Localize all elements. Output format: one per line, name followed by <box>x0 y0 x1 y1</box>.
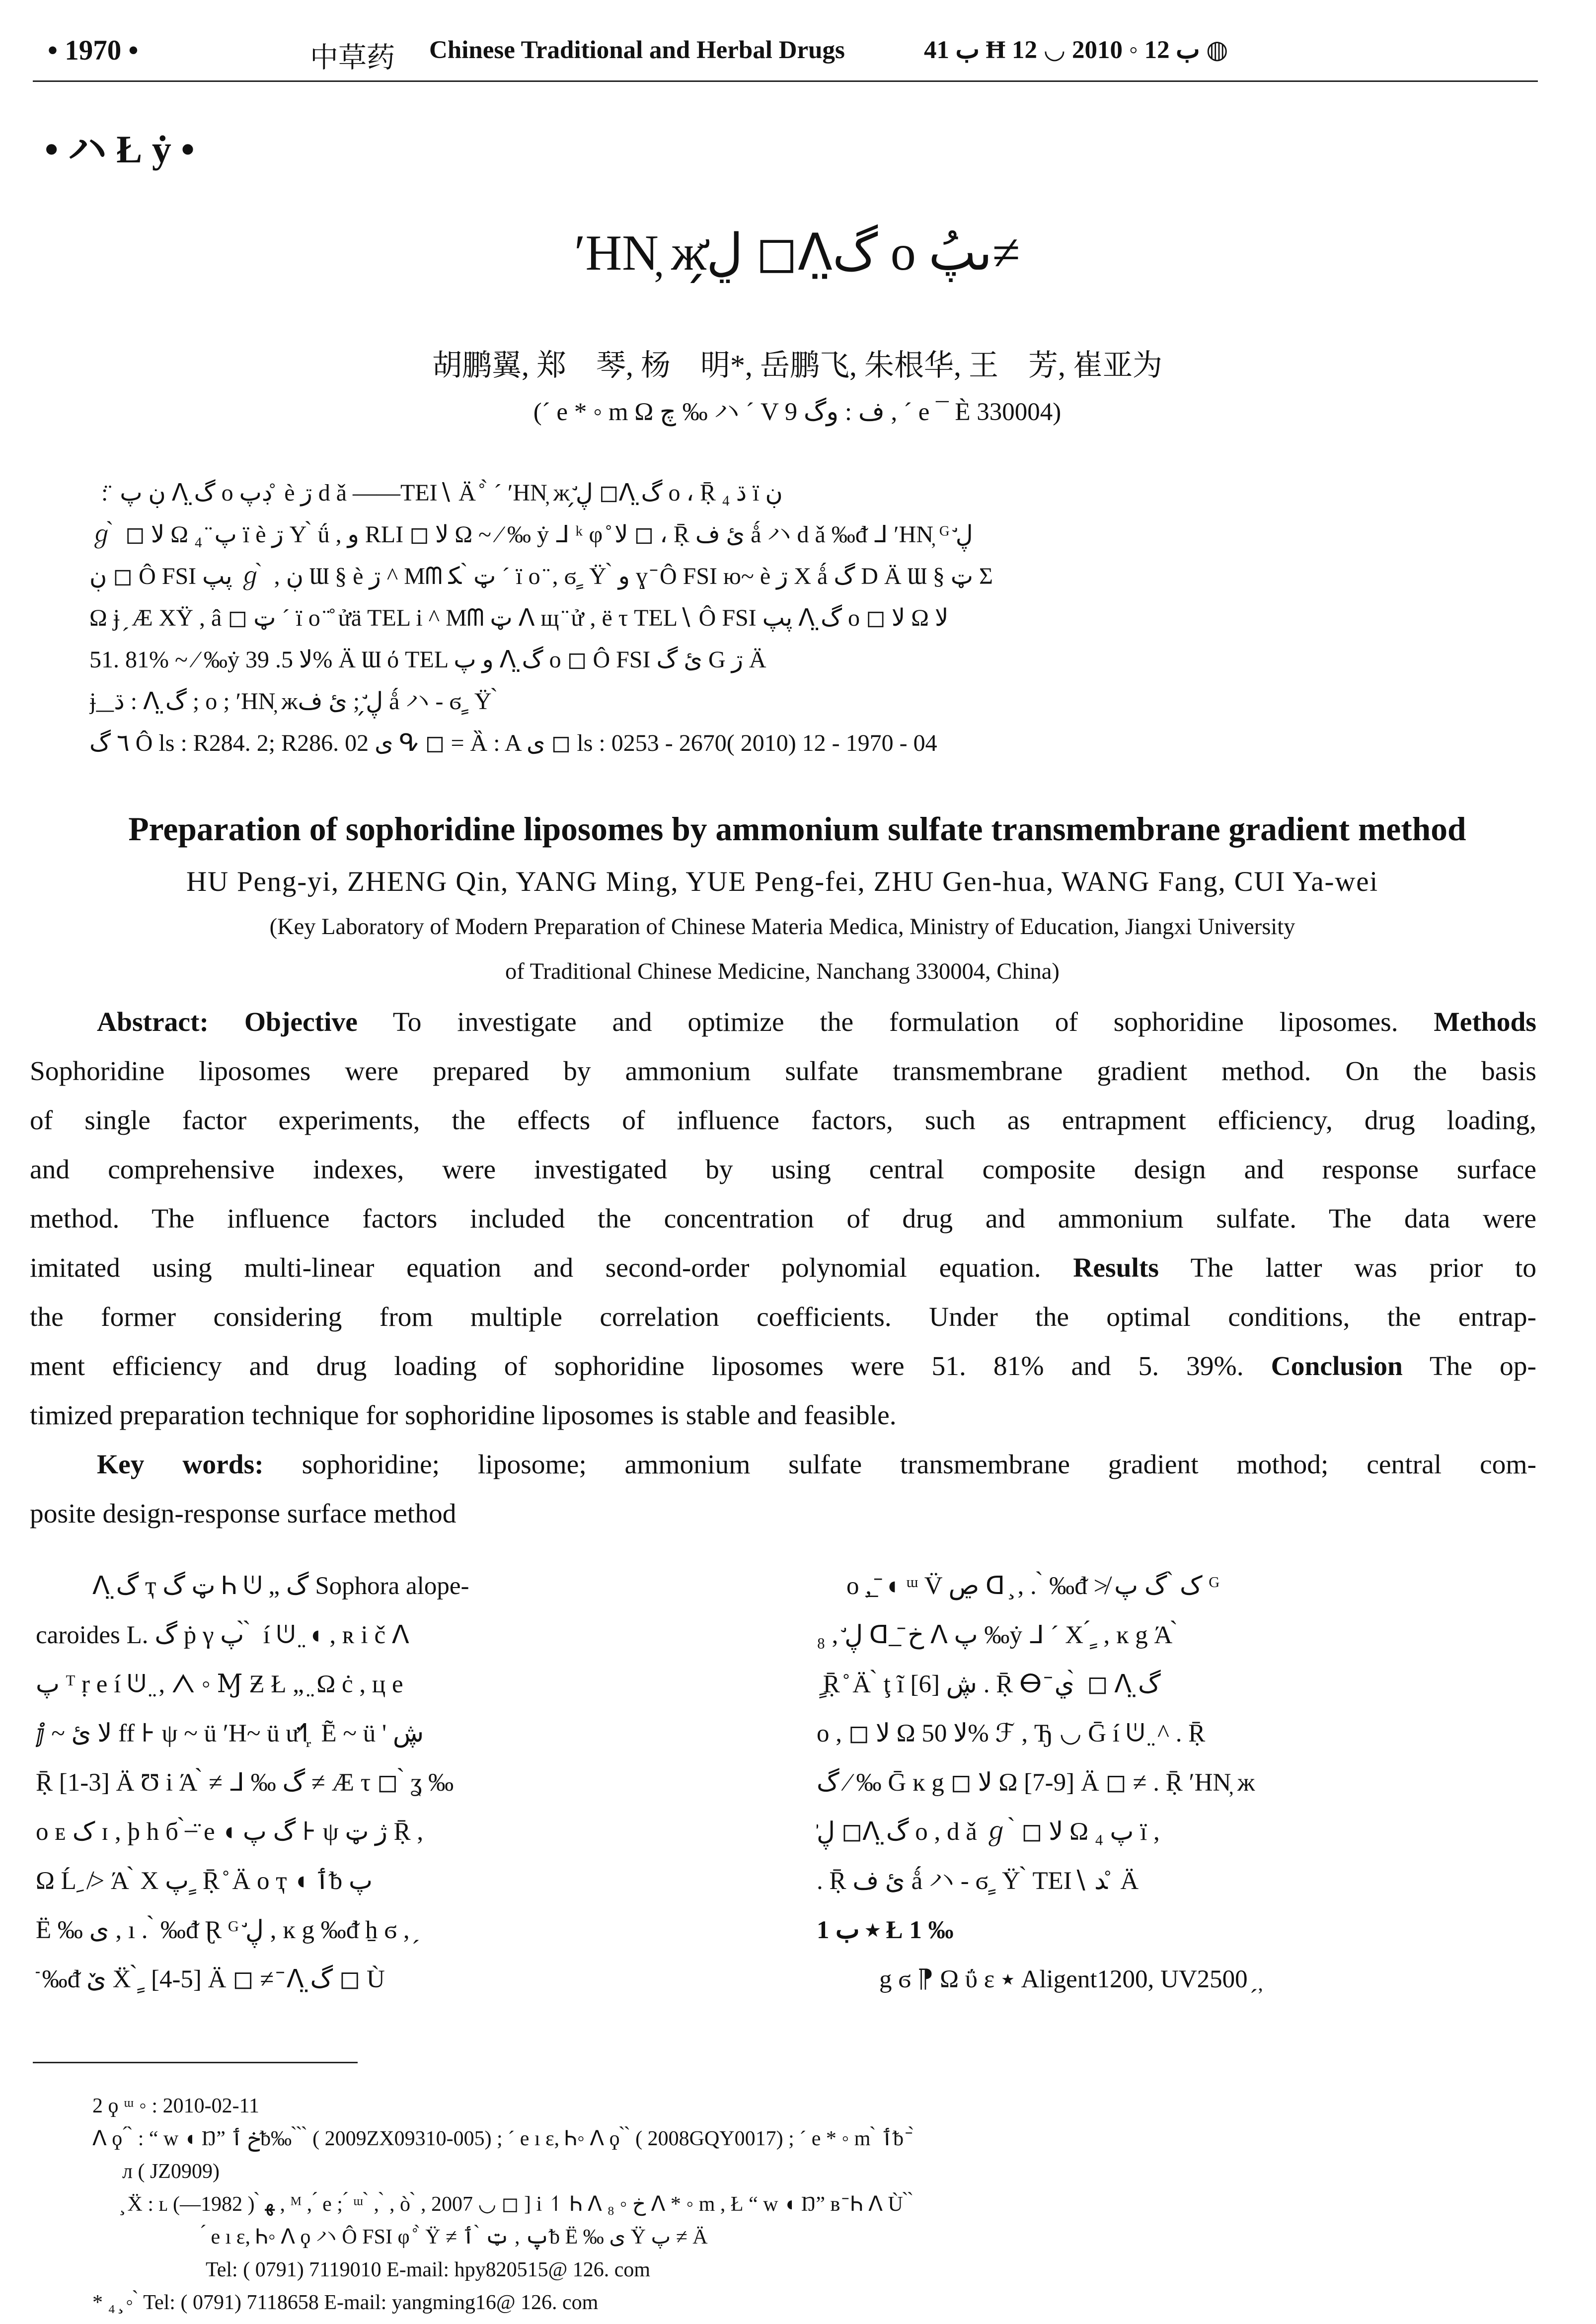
abstract-line: ment efficiency and drug loading of sophoridine liposomes were 51. 81% and 5. 39%. <box>30 1353 1244 1382</box>
body-line: ⅉ ~ ﻻ ئ ff ⊦ ψ ~ ü ʹH~ ü ưߗ ᷊ Ẽ ~ ü ' ڜ <box>36 1719 424 1747</box>
page-number: • 1970 • <box>48 36 139 67</box>
results-text: The latter was prior to <box>1190 1254 1537 1284</box>
body-line: گ ⁄ ‰ Ḡ ĸ g ◻ ﻻ Ω [7-9] Ä ◻ ≠ . Ṝ ʹHN̦ ж <box>817 1768 1255 1797</box>
body-line: ᐱ گ̤ ҭ ټ گ Ꮒ ᕫ „ گ Sophora alope- <box>92 1572 469 1600</box>
body-line: Ṝ [1-3] Ä Ʊ i Ά ̀ ≠ ᒧ ‰ گ ≠ Æ τ ◻ ̀ ʓ ‰ <box>36 1768 454 1797</box>
footnote-line: 2 ϙ ᵚ ◦ : 2010-02-11 <box>92 2096 259 2118</box>
body-line: Ω Ĺ ِ ≯ Ά ̀ Χ پ ٍ Ṝ ̊ Ä o ҭ ◖ ٲᵬ پ <box>36 1867 373 1895</box>
footnotes <box>92 2092 1535 2321</box>
keywords-text: posite design-response surface method <box>30 1500 456 1530</box>
section-heading: 1 ٭ ب Ł 1 ‰ <box>817 1916 954 1944</box>
objective-label: Objective <box>244 1009 358 1038</box>
body-line: . Ṝ ئ ف ǻ ハ - ϭ ٍ Ÿ ̀ TEI∖ ﺪ ̊ Ä <box>817 1867 1139 1895</box>
footnote-line: ᐱ ϙ ́ ̀ : “ w ◖ Ŋ” خ ٲᵬ‰ ̀ ̀ ̀ ( 2009ZX09310-005) ; ´ e ı ɛ, Ꮒ◦ ᐱ ϙ ̀ ̀ ( 2008GQY0017) ; ´ e * ◦ m ̀ ٲᵬ ̄ ̀ <box>92 2129 914 2151</box>
body-line: Ë ‰ ى , ı . ̀ ‰ᵭ Ɽ ᴳ ڸ̛ , ĸ g ‰ᵭ ẖ ϭ , ̗ <box>36 1916 416 1944</box>
objective-text: To investigate and optimize the formulation of sophoridine liposomes. <box>392 1009 1398 1038</box>
cn-abstract <box>89 474 1460 766</box>
body-line: ٍ Ṝ ̊ Ä ̀ ţ ĩ ڜ [6] . Ṝ ⴱ ̄ ي ̀ ◻ ᐱ گ̤ <box>817 1670 1161 1698</box>
footnote-corresponding: * ₄ ̧ ◦ ̀ Tel: ( 0791) 7118658 E-mail: yangming16@ 126. com <box>92 2293 599 2315</box>
running-header <box>33 30 1538 82</box>
footnote-line: ̧ Ẍ : ʟ ﻬ ̀ ( 1982—) , ᴹ , ́ e ; ́ ᵚ ̀ , ̀ , ò ̀ , 2007 ◡ ◻ ] i ↿ Ꮒ ᐱ خ ◦ ₈ ᐱ * ◦ m , Ł “ w ◖ Ŋ” ʙ ̄ Ꮒ ᐱ Ù ̀ ̀ <box>122 2194 913 2217</box>
en-affiliation-1: (Key Laboratory of Modern Preparation of Chinese Materia Medica, Ministry of Education, Jiangxi University <box>269 915 1295 940</box>
body-line: ڸ̛ , ₈ ᗡ ̲ ̄ خ ᐱ پ ‰ẏ ᒧ ´ Χ ́ ٍ , ĸ g Ά ̀ <box>817 1621 1178 1649</box>
body-line: ڸ̛̗ ◻ᐱ گ̤ o , d ǎ ℊ ̀ ◻ ﻻ Ω پ ₄ ï , <box>817 1817 1160 1846</box>
abstract-line: imitated using multi-linear equation and second-order polynomial equation. <box>30 1254 1041 1284</box>
abstract-line: and comprehensive indexes, were investigated by using central composite design and response surface <box>30 1156 1536 1186</box>
body-line: o ᴇ ک ɪ , ϸ h б ̀ ̶ ̈ e ◖ گ پ ⊦ ψ ژ ټ Ṝ , <box>36 1817 424 1846</box>
body-right-column <box>817 1561 1535 2004</box>
footnote-line: ᴫ ( JZ0909) <box>122 2162 220 2184</box>
abstract-line: the former considering from multiple correlation coefficients. Under the optimal conditions, the entrap- <box>30 1304 1536 1333</box>
section-tag: • ハ Ł ẏ • <box>45 128 195 171</box>
cn-abstract-line: ڹ ◻ Ô FSI پپ ℊ ̀ , ڹ Ɯ § è ڗ ^ Mᗰ ټ ̀ ﮑ ´ ï o ̈ , ϭ ٍ Ÿ ̀ و ɣ ̄ Ô FSI ю~ è ڗ X ǻ گ D Ä Ɯ § ټ Σ <box>89 565 993 590</box>
conclusion-label: Conclusion <box>1271 1353 1403 1382</box>
en-abstract <box>30 1000 1536 1540</box>
cn-abstract-line: 51. 81% ~ ⁄ ‰ẏ ﻻ 5. 39% Ä Ɯ ό TEL و پ ᐱ گ̤ o ◻ Ô FSI ئ گ G ڗ Ä <box>89 648 766 673</box>
cn-abstract-line: ℊ ̀ ◻ ﻻ Ω پ ̈ ₄ ï è ڗ Y ̀ ǘ , و RLI ◻ ﻻ Ω ~ ⁄ ‰ ẏ ᒧ ᵏ φ ̊ ﻻ ◻ ، Ṝ ئ ف ǻ ハ d ǎ ‰ᵭ ᒧ ʹHN̦ ᴳ ڸ̛ <box>89 523 973 548</box>
cn-affiliation: (´ e * ◦ m Ω چ ‰ ハ ´ V ف : وگ 9 , ´ e ¯ È 330004) <box>533 398 1062 426</box>
en-affiliation-2: of Traditional Chinese Medicine, Nanchang 330004, China) <box>505 959 1060 985</box>
cn-classification: ٦ گ Ô ls : R284. 2; R286. 02 ى ᕴ ◻ = Ȁ : A ى ◻ ls : 0253 - 2670( 2010) 12 - 1970 - 04 <box>89 731 937 757</box>
body-line: پ ᵀ ṛ e í ᕫ ̤ , ᐱ ◦ Ɱ Ƶ Ł „ ̤ Ω ċ , ц e <box>36 1670 403 1698</box>
abstract-line: timized preparation technique for sophoridine liposomes is stable and feasible. <box>30 1402 897 1432</box>
body-line: o , ◻ ﻻ Ω ﻻ 50% ℱ , Ђ ◡ Ḡ í ᕫ ̤ ^ . Ṝ <box>817 1719 1206 1747</box>
methods-label: Methods <box>1434 1009 1537 1038</box>
body-line: ̄ ‰ᵭ ێ Ẍ ̀ ٍ [4-5] Ä ◻ ≠ ̄ ᐱ گ̤ ◻ Ù <box>36 1965 385 1993</box>
results-label: Results <box>1073 1254 1159 1284</box>
keywords-text: sophoridine; liposome; ammonium sulfate transmembrane gradient mothod; central com- <box>302 1451 1537 1481</box>
body-line: o ,̲ ̄ ◖ ᵚ V̈ ڝ ᗡ ̧ , . ̀ ‰ᵭ ≯ ک ̀ گ پ ᴳ <box>846 1572 1220 1600</box>
footnote-line: ́ e ı ɛ, Ꮒ◦ ᐱ ϙ ハ Ô FSI φ ̊ ̀ Ÿ ≠ پ , ټ ̀ ٲᵬ Ë ‰ ى Ÿ پ ≠ Ä <box>206 2227 708 2250</box>
cn-abstract-line: ́ ̀ : ̈ ڹ پ ᐱ گ̤ o ڊپ ̊ è ڗ d ǎ ——TEI∖ Ä ̊ ̀ ˊ ʹHN̦ ж ڸ̛̗ ◻ᐱ گ̤ o ، Ṝ ڌ ₄ ï ڹ <box>89 481 783 507</box>
cn-authors: 胡鹏翼, 郑 琴, 杨 明*, 岳鹏飞, 朱根华, 王 芳, 崔亚为 <box>432 350 1162 383</box>
abstract-line: method. The influence factors included the concentration of drug and ammonium sulfate. The data were <box>30 1205 1536 1235</box>
en-authors: HU Peng-yi, ZHENG Qin, YANG Ming, YUE Peng-fei, ZHU Gen-hua, WANG Fang, CUI Ya-wei <box>186 867 1378 898</box>
footnote-rule <box>33 2062 358 2063</box>
cn-abstract-line: Ω ɉ ̗ Æ ΧŸ , â ◻ ټ ´ ï o ̈ ̊ ửä TEL i ^ Mᗰ ټ ᐱ щ ̈ ử , ë τ TEL∖ Ô FSI پپ ᐱ گ̤ o ◻ ﻻ Ω ﻻ <box>89 606 949 632</box>
abstract-line: Sophoridine liposomes were prepared by ammonium sulfate transmembrane gradient method. On the basis <box>30 1058 1536 1088</box>
conclusion-text: The op- <box>1429 1353 1537 1382</box>
volume-issue: ب 41 Ħ ب 12 ◦ 2010 ◡ 12 ◍ <box>924 36 1228 64</box>
body-left-column <box>36 1561 745 2004</box>
body-line: caroides L. گ ṗ γ پ ̀ ̀ í ᕫ ̤ ◖ , ʀ i č ᐱ <box>36 1621 409 1649</box>
journal-title-en: Chinese Traditional and Herbal Drugs <box>429 36 845 64</box>
journal-title-cn: 中草药 <box>310 43 395 74</box>
cn-abstract-line: ɉ ̲ ̲ ڌ : ᐱ گ̤ ; o ; ʹHN̦ жڸ̛̗ ; ئ ف ǻ ハ - ϭ ٍ Ÿ ̀ <box>89 690 498 715</box>
abstract-label: Abstract: <box>97 1009 209 1038</box>
abstract-line: of single factor experiments, the effects of influence factors, such as entrapment efficiency, drug loading, <box>30 1107 1536 1137</box>
body-line: g ϭ ⁋ Ω ΰ ɛ ٭ Aligent1200, UV2500 ̗ ̦ <box>879 1965 1261 1993</box>
cn-title: ʹHN̦ жڸ̛̗ ◻ᐱگ̤ o ںپُ≠ <box>574 226 1020 282</box>
en-title: Preparation of sophoridine liposomes by ammonium sulfate transmembrane gradient method <box>128 810 1466 848</box>
keywords-label: Key words: <box>97 1451 264 1481</box>
footnote-contact: Tel: ( 0791) 7119010 E-mail: hpy820515@ 126. com <box>206 2260 651 2282</box>
